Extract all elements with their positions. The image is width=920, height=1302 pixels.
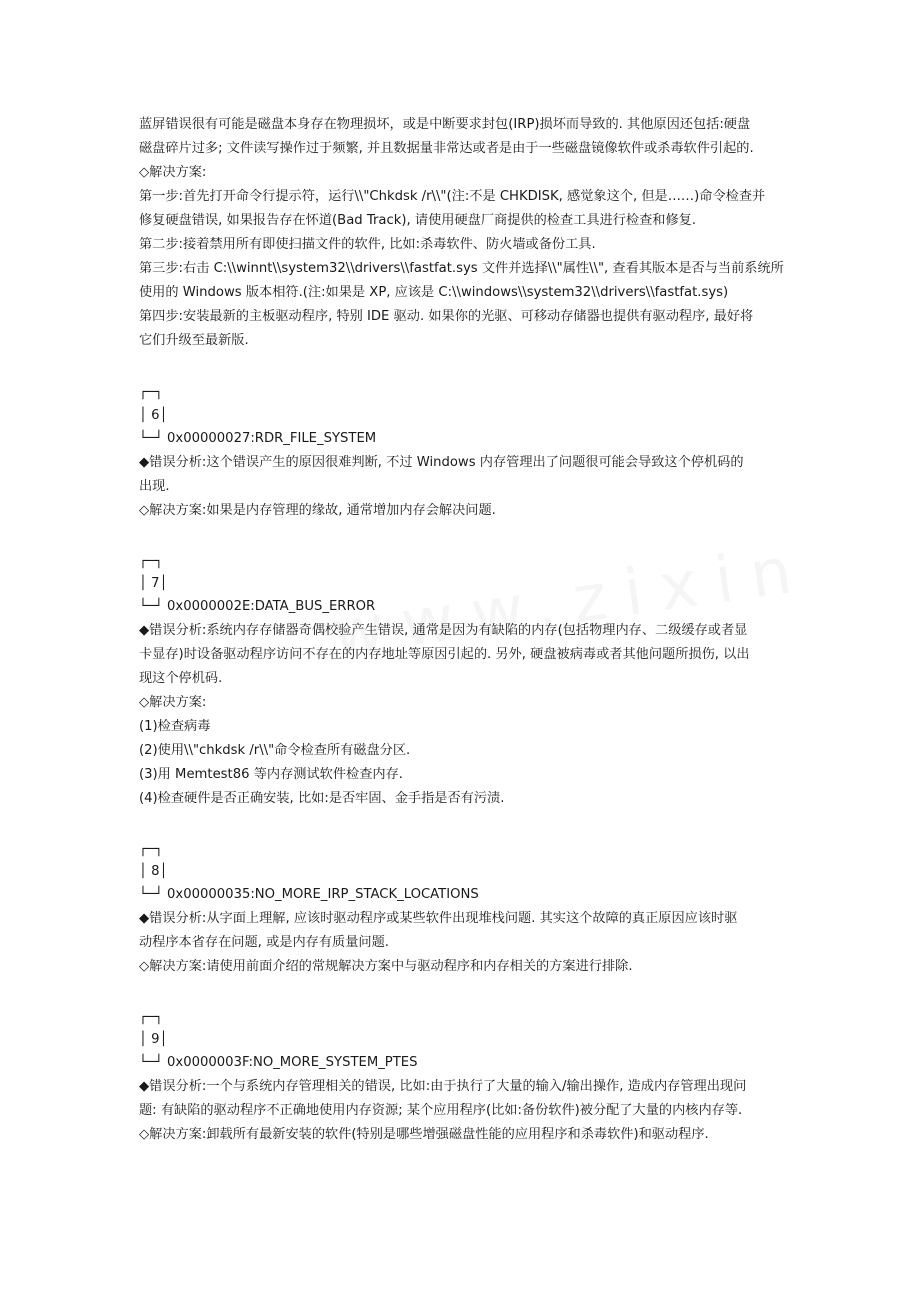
section-text-line: ◆错误分析:从字面上理解, 应该时驱动程序或某些软件出现堆栈问题. 其实这个故障的真正原因应该时驱 (139, 911, 738, 926)
section-text-line: 题: 有缺陷的驱动程序不正确地使用内存资源; 某个应用程序(比如:备份软件)被分配了大量的内核内存等. (139, 1103, 743, 1118)
section-box-bottom: └─┘ (139, 431, 163, 446)
section-text-line: ◇解决方案:卸载所有最新安装的软件(特别是哪些增强磁盘性能的应用程序和杀毒软件)和驱动程序. (139, 1127, 709, 1142)
section-text-line: ◇解决方案: (139, 695, 207, 710)
section-box-top: ┌─┐ (139, 554, 163, 569)
intro-line: 它们升级至最新版. (139, 333, 249, 348)
stop-code: 0x00000035:NO_MORE_IRP_STACK_LOCATIONS (167, 887, 479, 902)
section-text-line: (4)检查硬件是否正确安装, 比如:是否牢固、金手指是否有污渍. (139, 791, 505, 806)
section-box-top: ┌─┐ (139, 385, 163, 400)
section-text-line: ◇解决方案:如果是内存管理的缘故, 通常增加内存会解决问题. (139, 503, 496, 518)
section-text-line: ◆错误分析:系统内存存储器奇偶校验产生错误, 通常是因为有缺陷的内存(包括物理内存、二级缓存或者显 (139, 623, 748, 638)
stop-code: 0x0000002E:DATA_BUS_ERROR (167, 599, 376, 614)
intro-line: 使用的 Windows 版本相符.(注:如果是 XP, 应该是 C:\\windows\\system32\\drivers\\fastfat.sys) (139, 285, 729, 300)
section-code-line (139, 883, 479, 906)
section-box-bottom: └─┘ (139, 599, 163, 614)
section-text-line: 动程序本省存在问题, 或是内存有质量问题. (139, 935, 389, 950)
section-number: │ 6│ (139, 408, 168, 423)
intro-line: 磁盘碎片过多; 文件读写操作过于频繁, 并且数据量非常达或者是由于一些磁盘镜像软件或杀毒软件引起的. (139, 141, 754, 156)
intro-line: ◇解决方案: (139, 165, 207, 180)
intro-line: 第三步:右击 C:\\winnt\\system32\\drivers\\fastfat.sys 文件并选择\\"属性\\", 查看其版本是否与当前系统所 (139, 261, 784, 276)
stop-code: 0x00000027:RDR_FILE_SYSTEM (167, 431, 377, 446)
section-text-line: ◇解决方案:请使用前面介绍的常规解决方案中与驱动程序和内存相关的方案进行排除. (139, 959, 633, 974)
section-text-line: 现这个停机码. (139, 671, 223, 686)
section-code-line (139, 427, 376, 450)
section-text-line: ◆错误分析:一个与系统内存管理相关的错误, 比如:由于执行了大量的输入/输出操作, 造成内存管理出现问 (139, 1079, 747, 1094)
stop-code: 0x0000003F:NO_MORE_SYSTEM_PTES (167, 1055, 418, 1070)
section-text-line: 卡显存)时设备驱动程序访问不存在的内存地址等原因引起的. 另外, 硬盘被病毒或者其他问题所损伤, 以出 (139, 647, 750, 662)
section-box-bottom: └─┘ (139, 887, 163, 902)
intro-line: 第一步:首先打开命令行提示符，运行\\"Chkdsk /r\\"(注:不是 CHKDISK, 感觉象这个, 但是……)命令检查并 (139, 189, 766, 204)
section-text-line: (2)使用\\"chkdsk /r\\"命令检查所有磁盘分区. (139, 743, 411, 758)
intro-line: 蓝屏错误很有可能是磁盘本身存在物理损坏，或是中断要求封包(IRP)损坏而导致的. 其他原因还包括:硬盘 (139, 117, 751, 132)
section-text-line: ◆错误分析:这个错误产生的原因很难判断, 不过 Windows 内存管理出了问题很可能会导致这个停机码的 (139, 455, 744, 470)
section-code-line (139, 1051, 418, 1074)
section-text-line: (1)检查病毒 (139, 719, 211, 734)
intro-line: 第四步:安装最新的主板驱动程序, 特别 IDE 驱动. 如果你的光驱、可移动存储器也提供有驱动程序, 最好将 (139, 309, 754, 324)
section-number: │ 7│ (139, 576, 168, 591)
section-number: │ 9│ (139, 1032, 168, 1047)
section-box-top: ┌─┐ (139, 1010, 163, 1025)
section-box-bottom: └─┘ (139, 1055, 163, 1070)
section-text-line: 出现. (139, 479, 170, 494)
section-number: │ 8│ (139, 864, 168, 879)
section-code-line (139, 595, 375, 618)
section-text-line: (3)用 Memtest86 等内存测试软件检查内存. (139, 767, 403, 782)
intro-line: 第二步:接着禁用所有即使扫描文件的软件, 比如:杀毒软件、防火墙或备份工具. (139, 237, 596, 252)
intro-line: 修复硬盘错误, 如果报告存在怀道(Bad Track), 请使用硬盘厂商提供的检查工具进行检查和修复. (139, 213, 697, 228)
section-box-top: ┌─┐ (139, 842, 163, 857)
